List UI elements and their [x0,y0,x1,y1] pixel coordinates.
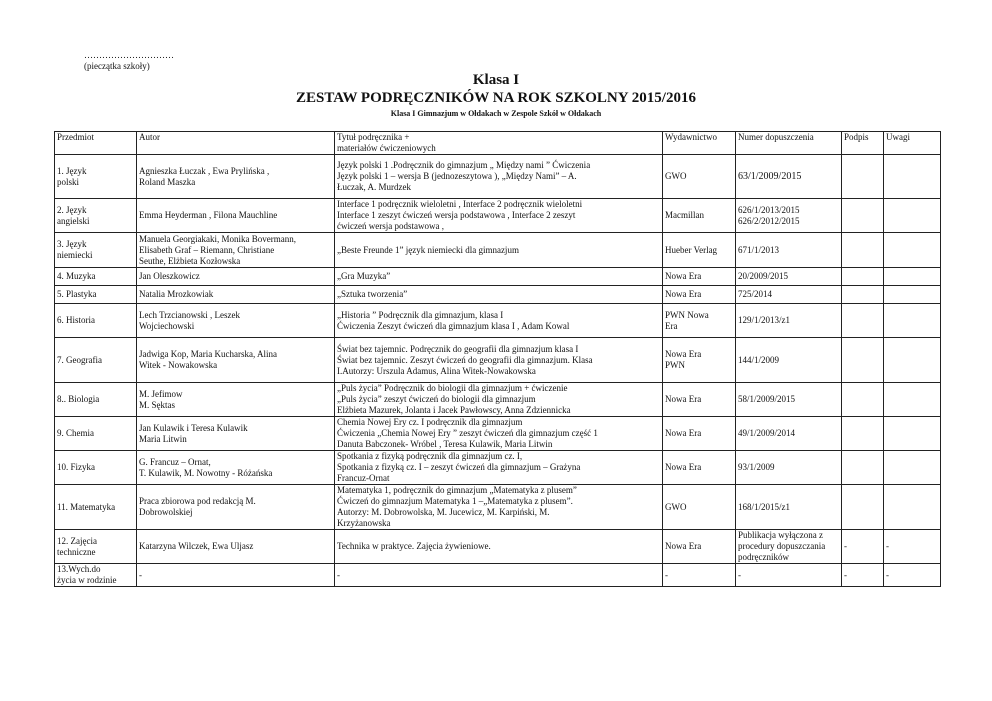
page-title: Klasa I [472,72,520,88]
cell-publisher: GWO [663,485,736,530]
cell-title: „Beste Freunde 1” język niemiecki dla gimnazjum [335,233,663,268]
cell-author: Praca zbiorowa pod redakcją M. Dobrowolskiej [137,485,335,530]
cell-author: Natalia Mrozkowiak [137,286,335,304]
cell-number: 725/2014 [736,286,842,304]
cell-subject: 11. Matematyka [55,485,137,530]
cell-publisher: Nowa Era PWN [663,338,736,383]
cell-sign [842,451,884,485]
cell-publisher: Nowa Era [663,417,736,451]
header-author: Autor [137,132,335,155]
cell-notes [884,485,941,530]
cell-title: Język polski 1 .Podręcznik do gimnazjum „ Między nami ” Ćwiczenia Język polski 1 – wersja B (jednozeszytowa ), „Między Nami” – A. Łuczak, A. Murdzek [335,155,663,199]
page-subtitle: ZESTAW PODRĘCZNIKÓW NA ROK SZKOLNY 2015/2016 [296,90,696,106]
cell-number: 626/1/2013/2015 626/2/2012/2015 [736,199,842,233]
cell-number: 63/1/2009/2015 [736,155,842,199]
cell-number: 58/1/2009/2015 [736,383,842,417]
table-row [55,383,941,417]
cell-notes [884,268,941,286]
cell-publisher: Nowa Era [663,268,736,286]
table-row [55,530,941,564]
cell-notes [884,338,941,383]
cell-sign [842,286,884,304]
cell-number: 93/1/2009 [736,451,842,485]
header-notes: Uwagi [884,132,941,155]
table-body [55,155,941,587]
header-subject: Przedmiot [55,132,137,155]
cell-author: Jadwiga Kop, Maria Kucharska, Alina Witek - Nowakowska [137,338,335,383]
cell-subject: 12. Zajęcia techniczne [55,530,137,564]
cell-title: - [335,564,663,587]
table-row [55,338,941,383]
cell-title: Spotkania z fizyką podręcznik dla gimnazjum cz. I, Spotkania z fizyką cz. I – zeszyt ćwiczeń dla gimnazjum – Grażyna Francuz-Ornat [335,451,663,485]
table-row [55,286,941,304]
cell-publisher: Nowa Era [663,383,736,417]
cell-author: G. Francuz – Ornat, T. Kulawik, M. Nowotny - Różańska [137,451,335,485]
cell-title: Matematyka 1, podręcznik do gimnazjum „Matematyka z plusem” Ćwiczeń do gimnazjum Matematyka 1 –„Matematyka z plusem”. Autorzy: M. Dobrowolska, M. Jucewicz, M. Karpiński, M. Krzyżanowska [335,485,663,530]
cell-sign [842,338,884,383]
cell-title: Chemia Nowej Ery cz. I podręcznik dla gimnazjum Ćwiczenia „Chemia Nowej Ery ” zeszyt ćwiczeń dla gimnazjum część 1 Danuta Babczonek- Wróbel , Teresa Kulawik, Maria Litwin [335,417,663,451]
cell-title: „Sztuka tworzenia” [335,286,663,304]
cell-publisher: Macmillan [663,199,736,233]
school-note: Klasa I Gimnazjum w Ołdakach w Zespole Szkół w Ołdakach [390,109,602,118]
table-row [55,485,941,530]
cell-publisher: - [663,564,736,587]
cell-title: Technika w praktyce. Zajęcia żywieniowe. [335,530,663,564]
cell-author: M. Jefimow M. Sęktas [137,383,335,417]
header-title: Tytuł podręcznika + materiałów ćwiczeniowych [335,132,663,155]
header-publisher: Wydawnictwo [663,132,736,155]
cell-author: Jan Kulawik i Teresa Kulawik Maria Litwin [137,417,335,451]
cell-notes [884,286,941,304]
table-row [55,304,941,338]
cell-notes [884,383,941,417]
cell-publisher: Nowa Era [663,451,736,485]
table-row [55,417,941,451]
cell-publisher: Nowa Era [663,530,736,564]
cell-notes [884,304,941,338]
cell-author: Agnieszka Łuczak , Ewa Prylińska , Roland Maszka [137,155,335,199]
header-sign: Podpis [842,132,884,155]
table-row [55,564,941,587]
cell-notes: - [884,530,941,564]
cell-subject: 5. Plastyka [55,286,137,304]
cell-notes: - [884,564,941,587]
cell-publisher: GWO [663,155,736,199]
cell-author: Jan Oleszkowicz [137,268,335,286]
cell-publisher: Hueber Verlag [663,233,736,268]
cell-subject: 13.Wych.do życia w rodzinie [55,564,137,587]
cell-number: 49/1/2009/2014 [736,417,842,451]
cell-sign [842,485,884,530]
table-row [55,155,941,199]
cell-publisher: PWN Nowa Era [663,304,736,338]
table-row [55,233,941,268]
cell-title: „Gra Muzyka” [335,268,663,286]
table-row [55,268,941,286]
cell-subject: 10. Fizyka [55,451,137,485]
cell-author: - [137,564,335,587]
stamp-dots: ………………………… [84,50,174,60]
cell-subject: 7. Geografia [55,338,137,383]
cell-notes [884,199,941,233]
cell-sign [842,199,884,233]
cell-subject: 9. Chemia [55,417,137,451]
cell-number: 168/1/2015/z1 [736,485,842,530]
cell-sign [842,417,884,451]
cell-notes [884,417,941,451]
table-row [55,199,941,233]
cell-notes [884,155,941,199]
cell-title: Świat bez tajemnic. Podręcznik do geografii dla gimnazjum klasa I Świat bez tajemnic. Zeszyt ćwiczeń do geografii dla gimnazjum. Klasa I.Autorzy: Urszula Adamus, Alina Witek-Nowakowska [335,338,663,383]
cell-title: Interface 1 podręcznik wieloletni , Interface 2 podręcznik wieloletni Interface 1 zeszyt ćwiczeń wersja podstawowa , Interface 2 zeszyt ćwiczeń wersja podstawowa , [335,199,663,233]
table-row [55,451,941,485]
stamp-label: (pieczątka szkoły) [84,61,150,71]
cell-publisher: Nowa Era [663,286,736,304]
cell-subject: 6. Historia [55,304,137,338]
cell-number: 20/2009/2015 [736,268,842,286]
cell-author: Lech Trzcianowski , Leszek Wojciechowski [137,304,335,338]
table-header-row [55,132,941,155]
cell-number: 129/1/2013/z1 [736,304,842,338]
cell-sign [842,304,884,338]
cell-subject: 1. Język polski [55,155,137,199]
cell-subject: 3. Język niemiecki [55,233,137,268]
cell-subject: 4. Muzyka [55,268,137,286]
cell-number: 671/1/2013 [736,233,842,268]
cell-sign [842,268,884,286]
cell-subject: 8.. Biologia [55,383,137,417]
cell-subject: 2. Język angielski [55,199,137,233]
cell-notes [884,233,941,268]
cell-title: „Historia ” Podręcznik dla gimnazjum, klasa I Ćwiczenia Zeszyt ćwiczeń dla gimnazjum klasa I , Adam Kowal [335,304,663,338]
cell-author: Emma Heyderman , Filona Mauchline [137,199,335,233]
header-number: Numer dopuszczenia [736,132,842,155]
cell-author: Manuela Georgiakaki, Monika Bovermann, Elisabeth Graf – Riemann, Christiane Seuthe, Elżbieta Kozłowska [137,233,335,268]
cell-title: „Puls życia” Podręcznik do biologii dla gimnazjum + ćwiczenie „Puls życia” zeszyt ćwiczeń do biologii dla gimnazjum Elżbieta Mazurek, Jolanta i Jacek Pawłowscy, Anna Zdziennicka [335,383,663,417]
textbook-table [54,131,941,587]
cell-sign [842,383,884,417]
cell-number: - [736,564,842,587]
cell-notes [884,451,941,485]
cell-number: Publikacja wyłączona z procedury dopuszczania podręczników [736,530,842,564]
cell-author: Katarzyna Wilczek, Ewa Uljasz [137,530,335,564]
cell-sign: - [842,564,884,587]
cell-number: 144/1/2009 [736,338,842,383]
cell-sign: - [842,530,884,564]
cell-sign [842,233,884,268]
cell-sign [842,155,884,199]
